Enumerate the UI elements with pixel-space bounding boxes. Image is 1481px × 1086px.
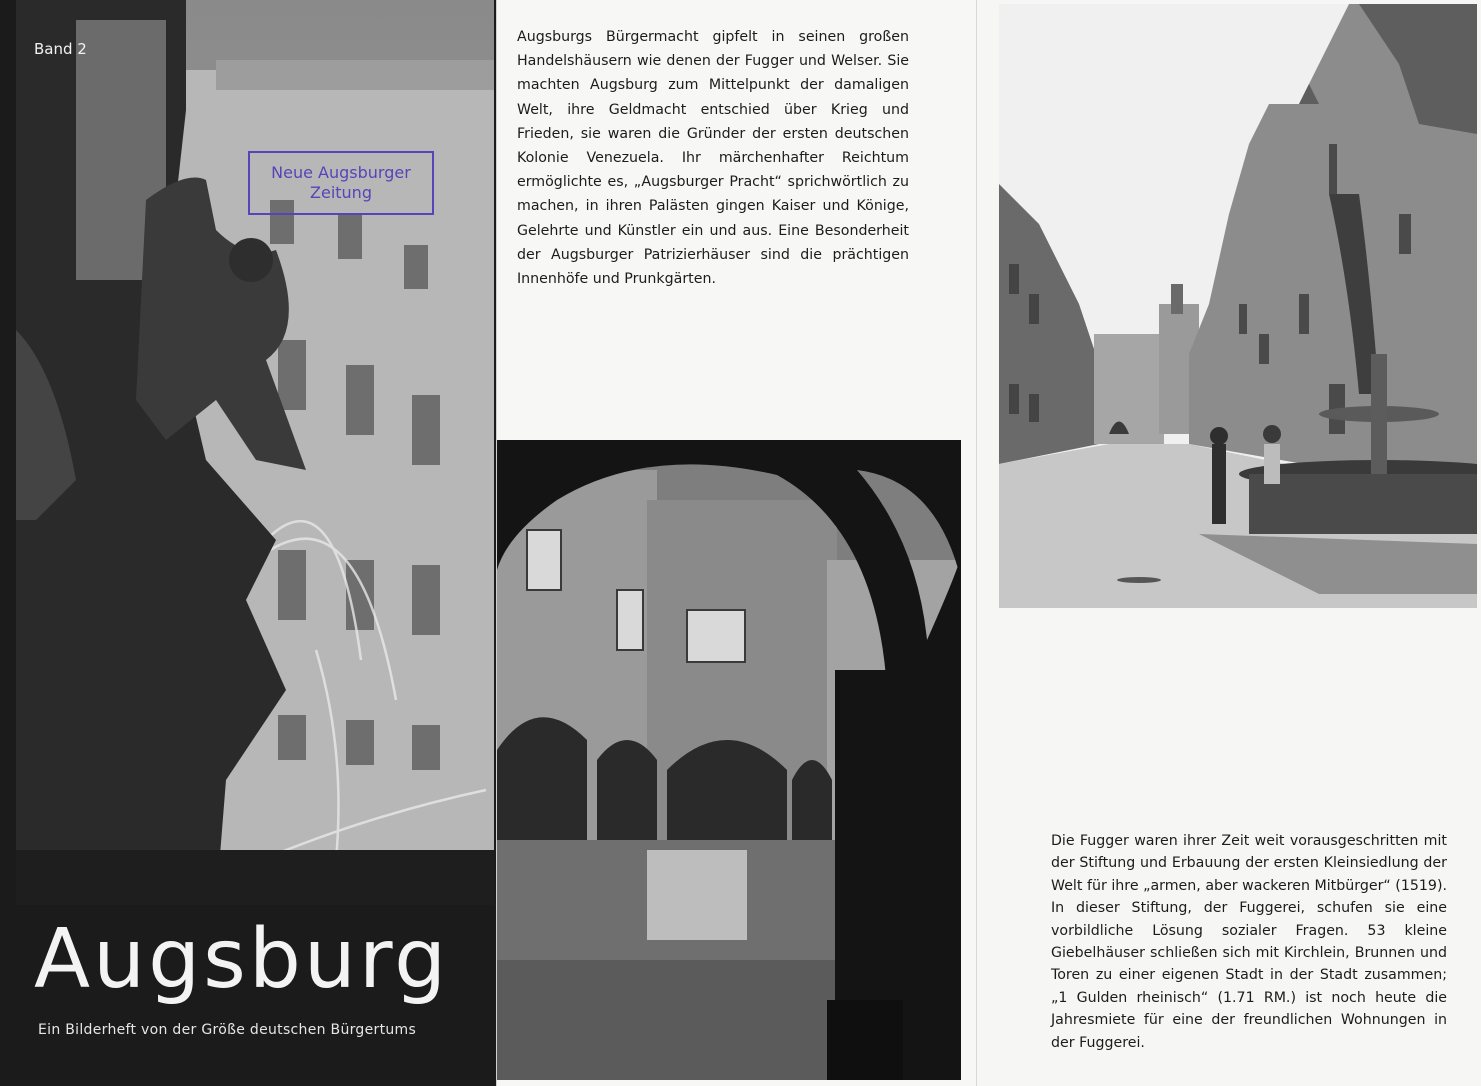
cover-page <box>0 0 496 1086</box>
middle-paragraph: Augsburgs Bürgermacht gipfelt in seinen großen Handelshäusern wie denen der Fugger und Welser. Sie machten Augsburg zum Mittelpunkt der damaligen Welt, ihre Geldmacht entschied über Krieg und Frieden, sie waren die Gründer der ersten deutschen Kolonie Venezuela. Ihr märchenhafter Reichtum ermöglichte es, „Augsburger Pracht“ sprichwörtlich zu machen, in ihren Palästen gingen Kaiser und Könige, Gelehrte und Künstler ein und aus. Eine Besonderheit der Augsburger Patrizierhäuser sind die prächtigen Innenhöfe und Prunkgärten. <box>517 29 909 288</box>
newspaper-stamp <box>248 151 434 215</box>
right-page <box>976 0 1481 1086</box>
fountain-photo <box>16 0 494 905</box>
stamp-line-1: Neue Augsburger <box>271 163 411 182</box>
courtyard-arcade-photo <box>497 440 961 1080</box>
right-paragraph: Die Fugger waren ihrer Zeit weit vorausgeschritten mit der Stiftung und Erbauung der ersten Kleinsiedlung der Welt für ihre „armen, aber wackeren Mitbürger“ (1519). In dieser Stiftung, der Fuggerei, schufen sie eine vorbildliche Lösung sozialer Fragen. 53 kleine Giebelhäuser schließen sich mit Kirchlein, Brunnen und Toren zu einer eigenen Stadt in der Stadt zusammen; „1 Gulden rheinisch“ (1.71 RM.) ist noch heute die Jahresmiete für eine der freundlichen Wohnungen in der Fuggerei. <box>1051 833 1447 1051</box>
stamp-line-2: Zeitung <box>310 183 372 202</box>
cover-subtitle: Ein Bilderheft von der Größe deutschen Bürgertums <box>38 1022 417 1038</box>
cover-title: Augsburg <box>34 912 450 1007</box>
middle-page <box>496 0 976 1086</box>
volume-label: Band 2 <box>34 40 87 58</box>
fuggerei-street-photo <box>999 4 1477 608</box>
